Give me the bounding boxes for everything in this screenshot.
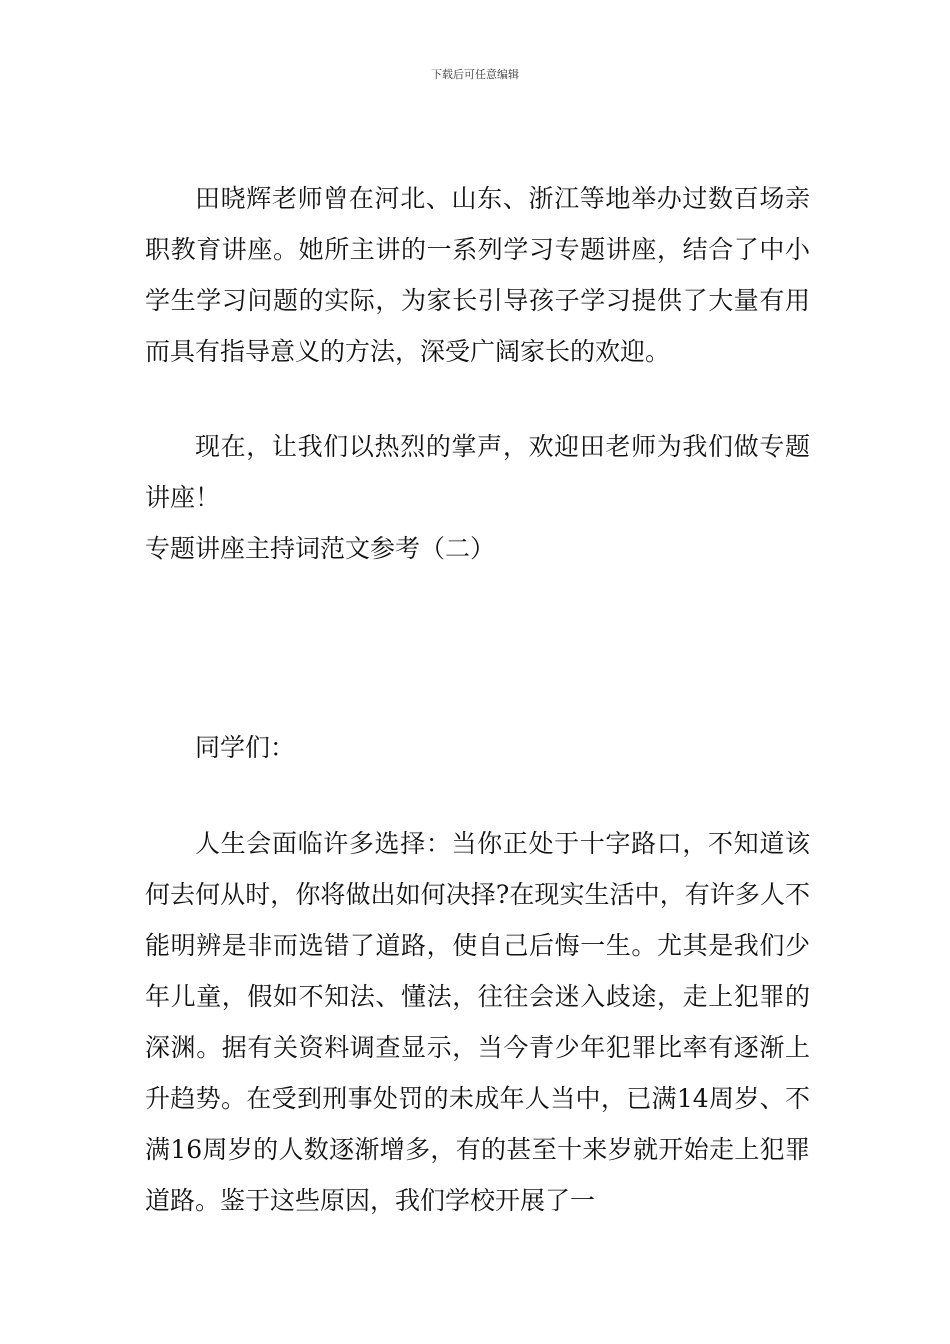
page-header-note: 下载后可任意编辑 [431, 68, 519, 81]
section-title: 专题讲座主持词范文参考（二） [145, 534, 496, 563]
document-body-main [145, 818, 810, 1226]
paragraph-teacher-intro: 田晓辉老师曾在河北、山东、浙江等地举办过数百场亲职教育讲座。她所主讲的一系列学习专题讲座，结合了中小学生学习问题的实际，为家长引导孩子学习提供了大量有用而具有指导意义的方法，深受广阔家长的欢迎。 [145, 184, 810, 366]
paragraph-life-choices: 人生会面临许多选择：当你正处于十字路口，不知道该何去何从时，你将做出如何决择?在现实生活中，有许多人不能明辨是非而选错了道路，使自己后悔一生。尤其是我们少年儿童，假如不知法、懂法，往往会迷入歧途，走上犯罪的深渊。据有关资料调查显示，当今青少年犯罪比率有逐渐上升趋势。在受到刑事处罚的未成年人当中，已满14周岁、不满16周岁的人数逐渐增多，有的甚至十来岁就开始走上犯罪道路。鉴于这些原因，我们学校开展了一 [145, 829, 810, 1215]
greeting-block [145, 722, 810, 773]
document-body-welcome [145, 421, 810, 523]
paragraph-welcome: 现在，让我们以热烈的掌声，欢迎田老师为我们做专题讲座！ [145, 432, 810, 512]
document-body [145, 173, 810, 377]
section-title-block [145, 523, 810, 574]
greeting-line: 同学们： [195, 733, 296, 762]
